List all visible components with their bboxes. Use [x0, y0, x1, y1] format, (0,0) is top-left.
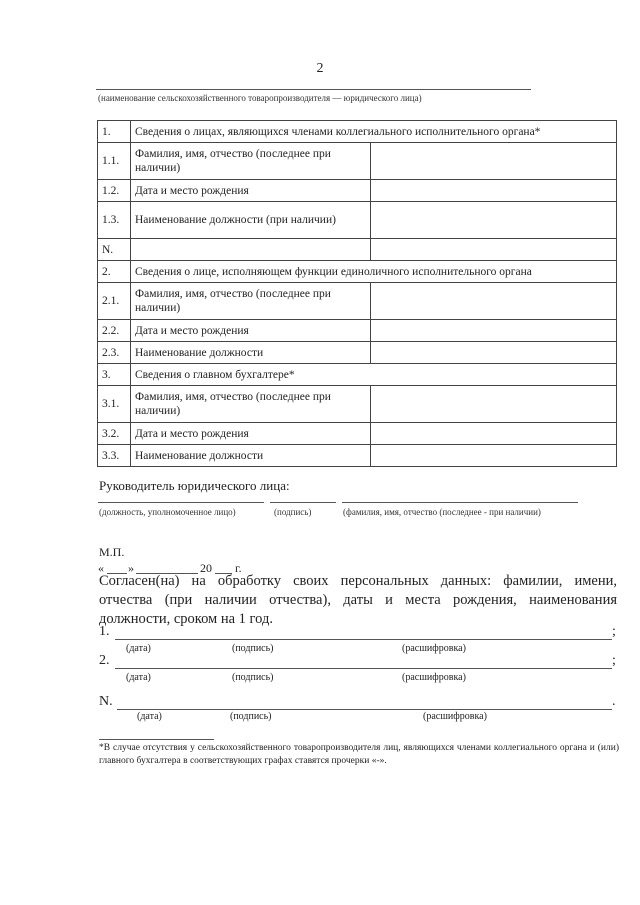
open-quote: «: [98, 561, 104, 575]
consent-line-2: отчества (при наличии отчества), даты и места рождения, наименования: [99, 592, 617, 608]
field-value-cell[interactable]: [371, 342, 617, 364]
position-caption: (должность, уполномоченное лицо): [99, 507, 236, 517]
consent-line-3: должности, сроком на 1 год.: [99, 611, 273, 627]
table-row: [98, 364, 617, 386]
field-value-cell[interactable]: [371, 239, 617, 261]
date-caption: (дата): [137, 711, 162, 722]
row-number: 2.1.: [98, 283, 131, 320]
signature-end-mark: ;: [612, 653, 616, 668]
section-heading: Сведения о лице, исполняющем функции единоличного исполнительного органа: [131, 261, 617, 283]
row-number: N.: [98, 239, 131, 261]
field-label: Дата и место рождения: [131, 180, 371, 202]
signature-caption: (подпись): [230, 711, 272, 722]
signature-number: 2.: [99, 653, 110, 668]
field-value-cell[interactable]: [371, 445, 617, 467]
field-label: Наименование должности (при наличии): [131, 202, 371, 239]
table-row: [98, 202, 617, 239]
organization-name-line[interactable]: [96, 89, 531, 90]
decoding-caption: (расшифровка): [402, 643, 466, 654]
field-label: Наименование должности: [131, 342, 371, 364]
decoding-caption: (расшифровка): [423, 711, 487, 722]
year-suffix: г.: [235, 561, 242, 575]
table-row: [98, 180, 617, 202]
field-label: Дата и место рождения: [131, 320, 371, 342]
row-number: 1.3.: [98, 202, 131, 239]
table-row: [98, 261, 617, 283]
section-heading: Сведения о лицах, являющихся членами коллегиального исполнительного органа*: [131, 121, 617, 143]
consent-line-1: Согласен(на) на обработку своих персональных данных: фамилии, имени,: [99, 573, 617, 589]
field-label: [131, 239, 371, 261]
persons-info-table: [97, 120, 617, 467]
page-number: 2: [316, 61, 324, 76]
field-value-cell[interactable]: [371, 386, 617, 423]
row-number: 3.2.: [98, 423, 131, 445]
row-number: 2.3.: [98, 342, 131, 364]
date-caption: (дата): [126, 643, 151, 654]
row-number: 2.2.: [98, 320, 131, 342]
signature-caption: (подпись): [274, 507, 312, 517]
signature-end-mark: ;: [612, 624, 616, 639]
row-number: 1.2.: [98, 180, 131, 202]
field-value-cell[interactable]: [371, 320, 617, 342]
field-label: Фамилия, имя, отчество (последнее при наличии): [131, 386, 371, 423]
position-line[interactable]: [98, 502, 264, 503]
row-number: 3.1.: [98, 386, 131, 423]
signature-number: 1.: [99, 624, 110, 639]
row-number: 1.1.: [98, 143, 131, 180]
head-label: Руководитель юридического лица:: [99, 478, 290, 493]
field-value-cell[interactable]: [371, 180, 617, 202]
close-quote: »: [128, 561, 134, 575]
field-label: Наименование должности: [131, 445, 371, 467]
signature-fill-line[interactable]: [115, 668, 612, 669]
table-row: [98, 121, 617, 143]
signature-number: N.: [99, 694, 113, 709]
footnote-separator: [99, 739, 214, 740]
field-label: Фамилия, имя, отчество (последнее при наличии): [131, 283, 371, 320]
consent-paragraph: [99, 572, 617, 629]
signature-line[interactable]: [270, 502, 336, 503]
field-value-cell[interactable]: [371, 202, 617, 239]
field-value-cell[interactable]: [371, 143, 617, 180]
signature-caption: (подпись): [232, 643, 274, 654]
date-caption: (дата): [126, 672, 151, 683]
year-prefix: 20: [200, 561, 212, 575]
row-number: 3.: [98, 364, 131, 386]
signature-end-mark: .: [612, 694, 616, 709]
table-row: [98, 423, 617, 445]
table-row: [98, 239, 617, 261]
signature-row-n: [99, 694, 619, 734]
table-row: [98, 342, 617, 364]
stamp-label: М.П.: [99, 545, 125, 559]
field-label: Фамилия, имя, отчество (последнее при наличии): [131, 143, 371, 180]
table-row: [98, 143, 617, 180]
table-row: [98, 320, 617, 342]
row-number: 2.: [98, 261, 131, 283]
section-heading: Сведения о главном бухгалтере*: [131, 364, 617, 386]
row-number: 1.: [98, 121, 131, 143]
organization-name-caption: (наименование сельскохозяйственного товаропроизводителя — юридического лица): [98, 93, 422, 103]
full-name-caption: (фамилия, имя, отчество (последнее - при наличии): [343, 507, 541, 517]
field-value-cell[interactable]: [371, 283, 617, 320]
field-label: Дата и место рождения: [131, 423, 371, 445]
signature-fill-line[interactable]: [117, 709, 612, 710]
signature-fill-line[interactable]: [115, 639, 612, 640]
footnote: *В случае отсутствия у сельскохозяйственного товаропроизводителя лиц, являющихся членами коллегиального органа и (или) главного бухгалтера в соответствующих графах ставятся прочерки «-».: [99, 743, 619, 766]
row-number: 3.3.: [98, 445, 131, 467]
decoding-caption: (расшифровка): [402, 672, 466, 683]
signature-row-2: [99, 653, 619, 693]
signature-caption: (подпись): [232, 672, 274, 683]
table-row: [98, 445, 617, 467]
table-row: [98, 386, 617, 423]
field-value-cell[interactable]: [371, 423, 617, 445]
full-name-line[interactable]: [342, 502, 578, 503]
table-row: [98, 283, 617, 320]
